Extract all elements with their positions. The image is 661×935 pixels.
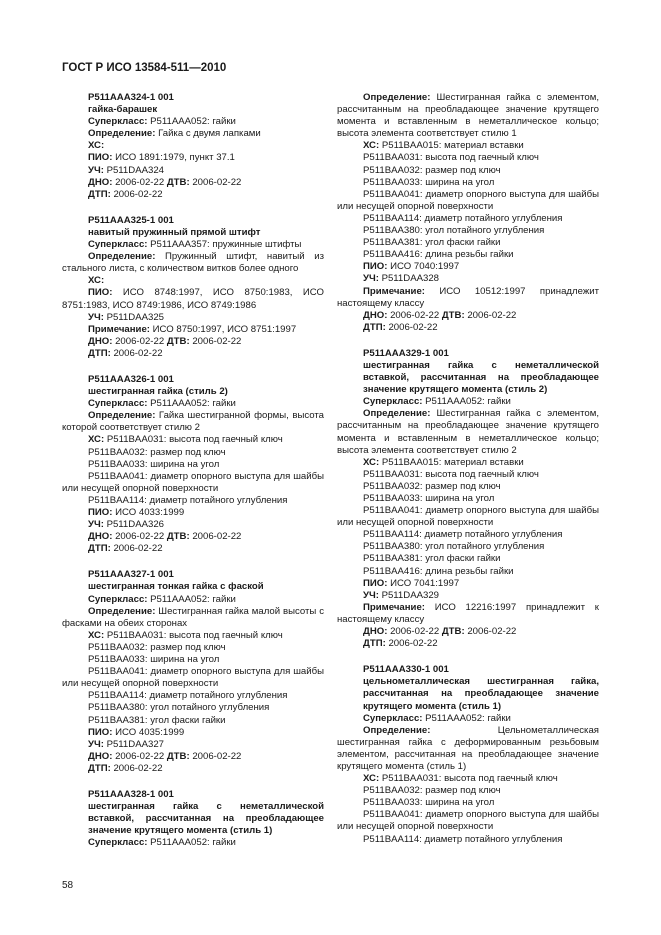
dtp-line: ДТП: 2006-02-22 — [363, 638, 438, 650]
entry-id: P511AAA327-1 001 — [88, 569, 174, 581]
entry-title: шестигранная гайка с неметаллической вставкой, рассчитанная на преобладающее значение крутящего момента (стиль 1) — [88, 801, 324, 837]
dtp-line: ДТП: 2006-02-22 — [363, 321, 438, 333]
entry-id: P511AAA326-1 001 — [88, 373, 174, 385]
xc-item: P511BAA031: высота под гаечный ключ — [363, 468, 539, 480]
right-column — [337, 92, 599, 860]
definition: Определение: Гайка шестигранной формы, высота которой соответствует стилю 2 — [62, 410, 324, 434]
entry-title: цельнометаллическая шестигранная гайка, рассчитанная на преобладающее значение крутящего момента (стиль 1) — [363, 676, 599, 712]
xc-item: P511BAA041: диаметр опорного выступа для шайбы или несущей опорной поверхности — [62, 666, 324, 690]
xc-item: P511BAA033: ширина на угол — [88, 458, 220, 470]
definition: Определение: Шестигранная гайка с элементом, рассчитанным на преобладающее значение крутящего момента и вставленным в неметаллическое кольцо; высота элемента соответствует стилю 2 — [337, 408, 599, 456]
xc-line: ХС: — [88, 275, 105, 287]
xc-item: P511BAA031: высота под гаечный ключ — [363, 152, 539, 164]
entry-329 — [337, 348, 599, 650]
superclass-line: Суперкласс: P511AAA052: гайки — [363, 396, 511, 408]
pio-line: ПИО: ИСО 7040:1997 — [363, 261, 460, 273]
entry-title: шестигранная гайка с неметаллической вставкой, рассчитанная на преобладающее значение крутящего момента (стиль 2) — [363, 359, 599, 396]
xc-line: ХС: P511BAA031: высота под гаечный ключ — [88, 629, 283, 641]
dates-line: ДНО: 2006-02-22 ДТВ: 2006-02-22 — [88, 531, 242, 543]
xc-line: ХС: P511BAA015: материал вставки — [363, 456, 524, 468]
entry-327 — [62, 569, 324, 775]
left-column — [62, 92, 324, 863]
entry-id: P511AAA330-1 001 — [363, 664, 449, 676]
xc-item: P511BAA033: ширина на угол — [363, 797, 495, 809]
entry-title: навитый пружинный прямой штифт — [88, 226, 261, 238]
xc-item: P511BAA416: длина резьбы гайки — [363, 249, 514, 261]
superclass-line: Суперкласс: P511AAA052: гайки — [88, 593, 236, 605]
entry-324 — [62, 92, 324, 201]
definition: Определение: Шестигранная гайка с элементом, рассчитанным на преобладающее значение крутящего момента и вставленным в неметаллическое кольцо; высота элемента соответствует стилю 1 — [337, 92, 599, 140]
definition: Определение: Цельнометаллическая шестигранная гайка с деформированным резьбовым элементом, рассчитанная на преобладающее значение крутящего момента (стиль 1) — [337, 724, 599, 772]
entry-title: шестигранная гайка (стиль 2) — [88, 386, 228, 398]
xc-item: P511BAA033: ширина на угол — [88, 654, 220, 666]
xc-item: P511BAA416: длина резьбы гайки — [363, 565, 514, 577]
entry-328-continued — [337, 92, 599, 334]
dtp-line: ДТП: 2006-02-22 — [88, 762, 163, 774]
dates-line: ДНО: 2006-02-22 ДТВ: 2006-02-22 — [88, 335, 242, 347]
entry-328 — [62, 789, 324, 849]
entry-title: гайка-барашек — [88, 104, 158, 116]
pio-line: ПИО: ИСО 7041:1997 — [363, 577, 460, 589]
entry-326 — [62, 374, 324, 555]
xc-line: ХС: P511BAA031: высота под гаечный ключ — [363, 773, 558, 785]
xc-item: P511BAA032: размер под ключ — [88, 641, 226, 653]
xc-item: P511BAA114: диаметр потайного углубления — [363, 212, 563, 224]
xc-item: P511BAA033: ширина на угол — [363, 493, 495, 504]
definition: Определение: Пружинный штифт, навитый из стального листа, с количеством витков более одного — [62, 251, 324, 275]
uch-line: УЧ: P511DAA327 — [88, 738, 164, 750]
entry-id: P511AAA328-1 001 — [88, 788, 174, 800]
xc-item: P511BAA380: угол потайного углубления — [363, 225, 545, 237]
dtp-line: ДТП: 2006-02-22 — [88, 188, 163, 200]
superclass-line: Суперкласс: P511AAA052: гайки — [88, 398, 236, 410]
xc-item: P511BAA041: диаметр опорного выступа для шайбы или несущей опорной поверхности — [337, 505, 599, 529]
xc-item: P511BAA114: диаметр потайного углубления — [363, 529, 563, 541]
xc-item: P511BAA381: угол фаски гайки — [363, 237, 501, 249]
definition: Определение: Шестигранная гайка малой высоты с фасками на обеих сторонах — [62, 605, 324, 629]
xc-item: P511BAA381: угол фаски гайки — [88, 714, 226, 726]
xc-line: ХС: P511BAA015: материал вставки — [363, 140, 524, 152]
xc-item: P511BAA381: угол фаски гайки — [363, 553, 501, 565]
uch-line: УЧ: P511DAA326 — [88, 519, 164, 531]
dates-line: ДНО: 2006-02-22 ДТВ: 2006-02-22 — [363, 626, 517, 638]
pio-line: ПИО: ИСО 4033:1999 — [88, 507, 185, 518]
pio-line: ПИО: ИСО 8748:1997, ИСО 8750:1983, ИСО 8751:1983, ИСО 8749:1986, ИСО 8749:1986 — [62, 287, 324, 311]
uch-line: УЧ: P511DAA325 — [88, 311, 164, 323]
entry-325 — [62, 215, 324, 360]
xc-item: P511BAA380: угол потайного углубления — [88, 702, 270, 714]
xc-item: P511BAA380: угол потайного углубления — [363, 541, 545, 553]
xc-item: P511BAA041: диаметр опорного выступа для шайбы или несущей опорной поверхности — [62, 470, 324, 494]
xc-item: P511BAA032: размер под ключ — [88, 446, 226, 458]
note-line: Примечание: ИСО 12216:1997 принадлежит к настоящему классу — [337, 601, 599, 625]
xc-item: P511BAA032: размер под ключ — [363, 164, 501, 176]
pio-line: ПИО: ИСО 4035:1999 — [88, 726, 185, 738]
superclass-line: Суперкласс: P511AAA052: гайки — [88, 837, 236, 849]
definition: Определение: Гайка с двумя лапками — [88, 128, 261, 140]
note-line: Примечание: ИСО 8750:1997, ИСО 8751:1997 — [88, 323, 297, 335]
xc-item: P511BAA041: диаметр опорного выступа для шайбы или несущей опорной поверхности — [337, 188, 599, 212]
page-header: ГОСТ Р ИСО 13584-511—2010 — [62, 62, 227, 74]
xc-item: P511BAA032: размер под ключ — [363, 785, 501, 797]
entry-id: P511AAA324-1 001 — [88, 92, 174, 103]
xc-item: P511BAA032: размер под ключ — [363, 480, 501, 492]
uch-line: УЧ: P511DAA328 — [363, 273, 439, 285]
xc-item: P511BAA114: диаметр потайного углубления — [88, 494, 288, 506]
pio-line: ПИО: ИСО 1891:1979, пункт 37.1 — [88, 152, 235, 164]
entry-title: шестигранная тонкая гайка с фаской — [88, 581, 264, 593]
uch-line: УЧ: P511DAA324 — [88, 164, 164, 176]
xc-line: ХС: — [88, 140, 105, 152]
note-line: Примечание: ИСО 10512:1997 принадлежит настоящему классу — [337, 285, 599, 309]
xc-line: ХС: P511BAA031: высота под гаечный ключ — [88, 434, 283, 446]
xc-item: P511BAA114: диаметр потайного углубления — [363, 833, 563, 845]
entry-id: P511AAA329-1 001 — [363, 347, 449, 359]
dates-line: ДНО: 2006-02-22 ДТВ: 2006-02-22 — [363, 309, 517, 321]
dates-line: ДНО: 2006-02-22 ДТВ: 2006-02-22 — [88, 750, 242, 762]
superclass-line: Суперкласс: P511AAA357: пружинные штифты — [88, 239, 302, 251]
xc-item: P511BAA033: ширина на угол — [363, 176, 495, 188]
xc-item: P511BAA041: диаметр опорного выступа для шайбы или несущей опорной поверхности — [337, 809, 599, 833]
page-number: 58 — [62, 880, 74, 891]
superclass-line: Суперкласс: P511AAA052: гайки — [363, 712, 511, 724]
entry-id: P511AAA325-1 001 — [88, 214, 174, 226]
dtp-line: ДТП: 2006-02-22 — [88, 543, 163, 555]
dates-line: ДНО: 2006-02-22 ДТВ: 2006-02-22 — [88, 176, 242, 188]
entry-330 — [337, 664, 599, 845]
xc-item: P511BAA114: диаметр потайного углубления — [88, 690, 288, 702]
dtp-line: ДТП: 2006-02-22 — [88, 347, 163, 359]
uch-line: УЧ: P511DAA329 — [363, 589, 439, 601]
superclass-line: Суперкласс: P511AAA052: гайки — [88, 116, 236, 128]
